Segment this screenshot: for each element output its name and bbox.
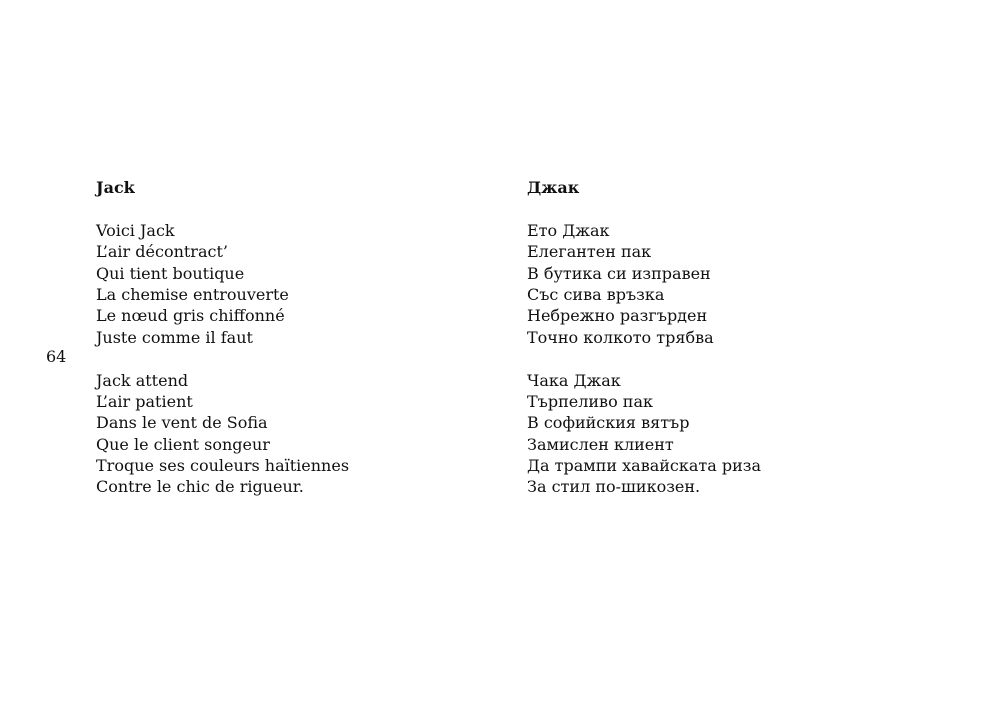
poem-title-bulgarian: Джак bbox=[527, 178, 580, 197]
poem-line: Ето Джак bbox=[527, 220, 610, 240]
stanza-french-2 bbox=[96, 370, 476, 498]
poem-line: Voici Jack bbox=[96, 220, 175, 240]
poem-line: Le nœud gris chiffonné bbox=[96, 306, 285, 326]
poem-line: Que le client songeur bbox=[96, 434, 270, 454]
page-number: 64 bbox=[46, 347, 67, 366]
poem-line: В софийския вятър bbox=[527, 413, 690, 433]
poem-line: Contre le chic de rigueur. bbox=[96, 477, 304, 497]
poem-line: Jack attend bbox=[96, 370, 189, 390]
poem-line: La chemise entrouverte bbox=[96, 284, 289, 304]
poem-line: Търпеливо пак bbox=[527, 391, 653, 411]
poem-line: Със сива връзка bbox=[527, 284, 665, 304]
stanza-bulgarian-2 bbox=[527, 370, 907, 498]
poem-line: Juste comme il faut bbox=[96, 327, 253, 347]
poem-line: Точно колкото трябва bbox=[527, 327, 714, 347]
stanza-bulgarian-1 bbox=[527, 220, 907, 348]
poem-line: Qui tient boutique bbox=[96, 263, 245, 283]
poem-line: L’air décontract’ bbox=[96, 242, 228, 262]
french-poem bbox=[96, 177, 476, 519]
poem-line: Dans le vent de Sofia bbox=[96, 413, 268, 433]
poem-line: За стил по-шикозен. bbox=[527, 477, 701, 497]
stanza-french-1 bbox=[96, 220, 476, 348]
poem-line: Елегантен пак bbox=[527, 242, 652, 262]
poem-line: Да трампи хавайската риза bbox=[527, 456, 762, 476]
bulgarian-poem bbox=[527, 177, 907, 519]
poem-line: L’air patient bbox=[96, 391, 193, 411]
poem-line: Чака Джак bbox=[527, 370, 621, 390]
poem-line: Замислен клиент bbox=[527, 434, 674, 454]
poem-title-french: Jack bbox=[96, 178, 135, 197]
poem-line: Troque ses couleurs haïtiennes bbox=[96, 456, 350, 476]
poem-line: Небрежно разгърден bbox=[527, 306, 708, 326]
poem-line: В бутика си изправен bbox=[527, 263, 711, 283]
